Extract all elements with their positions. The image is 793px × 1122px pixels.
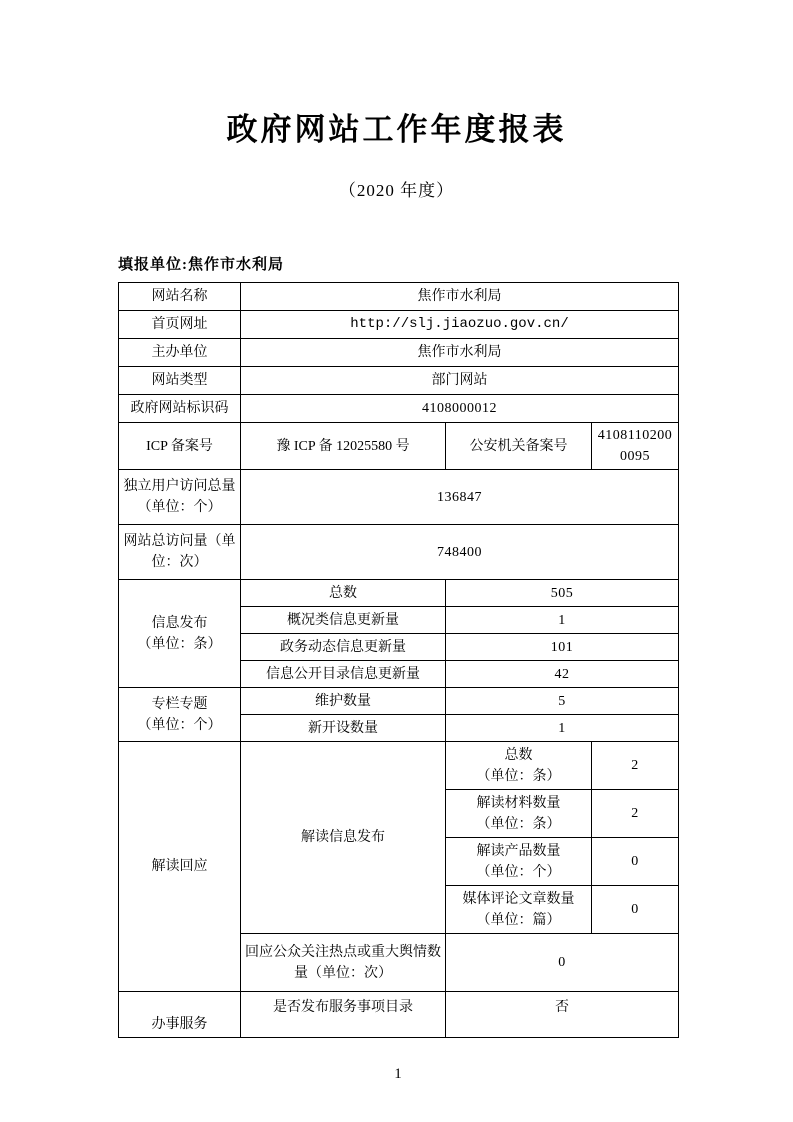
- interpretation-item-name: 总数: [504, 747, 533, 763]
- home-url-value: http://slj.jiaozuo.gov.cn/: [241, 311, 679, 339]
- site-name-label: 网站名称: [119, 283, 241, 311]
- interpretation-item-value: 2: [592, 790, 679, 838]
- interpretation-item-label: [446, 838, 592, 886]
- row-services: [119, 992, 679, 1038]
- row-special-columns-maintained: [119, 688, 679, 715]
- icp-label: ICP 备案号: [119, 423, 241, 470]
- page-number: 1: [394, 1066, 402, 1082]
- interpretation-item-unit: （单位：条）: [476, 816, 561, 832]
- row-info-publish-total: [119, 580, 679, 607]
- site-name-value: 焦作市水利局: [241, 283, 679, 311]
- info-publish-item-value: 101: [446, 634, 679, 661]
- services-item-value: 否: [446, 992, 679, 1038]
- info-publish-item-label: 政务动态信息更新量: [241, 634, 446, 661]
- interpretation-item-unit: （单位：篇）: [476, 912, 561, 928]
- interpretation-item-unit: （单位：个）: [476, 864, 561, 880]
- police-record-value: 41081102000095: [592, 423, 679, 470]
- row-icp: [119, 423, 679, 470]
- site-type-label: 网站类型: [119, 367, 241, 395]
- interpretation-item-name: 解读产品数量: [476, 843, 561, 859]
- special-columns-unit: （单位：个）: [137, 717, 222, 733]
- row-unique-visitors: [119, 470, 679, 525]
- home-url-label: 首页网址: [119, 311, 241, 339]
- icp-value: 豫 ICP 备 12025580 号: [241, 423, 446, 470]
- police-record-label: 公安机关备案号: [446, 423, 592, 470]
- interpretation-item-value: 0: [592, 886, 679, 934]
- info-publish-item-value: 505: [446, 580, 679, 607]
- interpretation-item-name: 解读材料数量: [476, 795, 561, 811]
- info-publish-group-label: [119, 580, 241, 688]
- interpretation-response-label: 回应公众关注热点或重大舆情数量（单位：次）: [241, 934, 446, 992]
- row-total-visits: [119, 525, 679, 580]
- interpretation-item-label: [446, 790, 592, 838]
- info-publish-item-value: 1: [446, 607, 679, 634]
- interpretation-item-value: 0: [592, 838, 679, 886]
- info-publish-item-label: 概况类信息更新量: [241, 607, 446, 634]
- total-visits-value: 748400: [241, 525, 679, 580]
- report-table: [118, 282, 679, 1038]
- unique-visitors-value: 136847: [241, 470, 679, 525]
- special-columns-group-label: [119, 688, 241, 742]
- special-columns-item-value: 5: [446, 688, 679, 715]
- interpretation-group-label: 解读回应: [119, 742, 241, 992]
- total-visits-label: 网站总访问量（单位：次）: [119, 525, 241, 580]
- interpretation-response-value: 0: [446, 934, 679, 992]
- row-interpretation-total: [119, 742, 679, 790]
- info-publish-item-label: 总数: [241, 580, 446, 607]
- interpretation-item-label: [446, 742, 592, 790]
- row-organizer: [119, 339, 679, 367]
- special-columns-item-label: 维护数量: [241, 688, 446, 715]
- row-site-name: [119, 283, 679, 311]
- interpretation-item-label: [446, 886, 592, 934]
- site-code-label: 政府网站标识码: [119, 395, 241, 423]
- site-type-value: 部门网站: [241, 367, 679, 395]
- organizer-value: 焦作市水利局: [241, 339, 679, 367]
- info-publish-item-label: 信息公开目录信息更新量: [241, 661, 446, 688]
- interpretation-publish-label: 解读信息发布: [241, 742, 446, 934]
- page-title: 政府网站工作年度报表: [226, 112, 567, 147]
- special-columns-label: 专栏专题: [151, 696, 208, 712]
- special-columns-item-label: 新开设数量: [241, 715, 446, 742]
- page-subtitle: （2020 年度）: [338, 181, 455, 200]
- row-site-type: [119, 367, 679, 395]
- special-columns-item-value: 1: [446, 715, 679, 742]
- unique-visitors-label: 独立用户访问总量（单位：个）: [119, 470, 241, 525]
- interpretation-item-name: 媒体评论文章数量: [462, 891, 575, 907]
- reporting-unit: 填报单位:焦作市水利局: [118, 257, 284, 273]
- info-publish-label: 信息发布: [151, 615, 208, 631]
- services-item-label: 是否发布服务事项目录: [241, 992, 446, 1038]
- interpretation-item-value: 2: [592, 742, 679, 790]
- interpretation-item-unit: （单位：条）: [476, 768, 561, 784]
- info-publish-item-value: 42: [446, 661, 679, 688]
- info-publish-unit: （单位：条）: [137, 636, 222, 652]
- row-home-url: [119, 311, 679, 339]
- services-group-label: 办事服务: [119, 992, 241, 1038]
- row-site-code: [119, 395, 679, 423]
- site-code-value: 4108000012: [241, 395, 679, 423]
- organizer-label: 主办单位: [119, 339, 241, 367]
